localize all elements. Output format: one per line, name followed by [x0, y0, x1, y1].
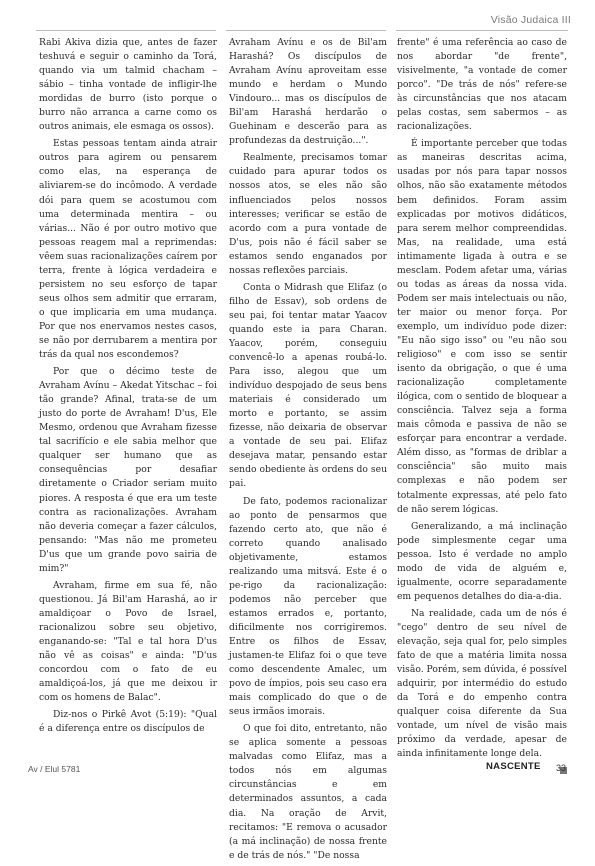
paragraph: Estas pessoas tentam ainda atrair outros para agirem ou pensarem como elas, na esperança de aliviarem-se do incômodo. A verdade dói para quem se acostumou com uma determinada mentira – ou várias... Não é por outro motivo que pessoas reagem mal a reprimendas: vêem suas racionalizações caírem por terra, frente à lógica verdadeira e persistem no seu esforço de tapar seus olhos sem admitir que erraram, o que implicaria em uma mudança. Por que nos enervamos nestes casos, se não por derrubarem a mentira por trás da qual nos escondemos?: [39, 138, 217, 361]
paragraph: É importante perceber que todas as maneiras descritas acima, usadas por nós para tapar nossos olhos, não são exatamente métodos bem definidos. Foram assim explicadas por motivos didáticos, para serem melhor compreendidas. Mas, na realidade, uma está intimamente ligada à outra e se mesclam. Podem afetar uma, várias ou todas as áreas da nossa vida. Podem ser mais intelectuais ou não, ter maior ou menor força. Por exemplo, um indivíduo pode dizer: "Eu não sigo isso" ou "eu não sou religioso" e com isso se sentir isento da obrigação, o que é uma racionalização completamente ilógica, com o sentido de bloquear a consciência. Talvez seja a forma mais cômoda e passiva de não se esforçar para encontrar a verdade. Além disso, as "formas de driblar a consciência" são muito mais complexas e não podem ser totalmente expressas, até pelo fato de não serem lógicas.: [397, 138, 567, 515]
paragraph: Rabi Akiva dizia que, antes de fazer teshuvá e seguir o caminho da Torá, quando via um talmid chacham – sábio – tinha vontade de infligir-lhe mordidas de burro (isto porque o burro não arranca a carne como os outros animais, ele esmaga os ossos).: [39, 37, 217, 133]
paragraph: frente" é uma referência ao caso de nos abordar "de frente", visivelmente, "a vontade de comer porco". "De trás de nós" refere-se às circunstâncias que nos atacam pelas costas, sem sabermos – as racionalizações.: [397, 37, 567, 133]
text-column-2: [229, 36, 387, 866]
paragraph: De fato, podemos racionalizar ao ponto de pensarmos que fazendo certo ato, que não é correto quando analisado objetivamente, estamos realizando uma mitsvá. Este é o pe-rigo da racionalização: podemos não perceber que estamos errados e, portanto, dificilmente nos corrigiremos. Entre os filhos de Essav, justamen-te Elifaz foi o que teve como descendente Amalec, um povo de ímpios, pois seu caso era mais complicado do que o de seus irmãos imorais.: [229, 495, 387, 718]
header-rule: [396, 30, 568, 31]
text-column-3: [397, 36, 567, 774]
header-rule: [226, 30, 386, 31]
paragraph: Diz-nos o Pirkê Avot (5:19): "Qual é a diferença entre os discípulos de: [39, 709, 217, 735]
paragraph: O que foi dito, entretanto, não se aplica somente a pessoas malvadas como Elifaz, mas a todos nós em algumas circunstâncias e em determinados assuntos, a cada dia. Na oração de Arvit, recitamos: "E remova o acusador (a má inclinação) de nossa frente e de trás de nós." "De nossa: [229, 723, 387, 861]
text-column-1: [39, 36, 217, 739]
magazine-logo: NASCENTE: [486, 761, 541, 772]
paragraph: Por que o décimo teste de Avraham Avínu – Akedat Yitschac – foi tão grande? Afinal, trata-se de um justo do porte de Avraham! D'us, Ele Mesmo, ordenou que Avraham fizesse tal sacrifício e ele sabia melhor que qualquer ser humano que as consequências por desafiar diretamente o Criador seriam muito piores. A resposta é que era um teste contra as racionalizações. Avraham não deveria começar a fazer cálculos, pensando: "Mas não me prometeu D'us que um grande povo sairia de mim?": [39, 366, 217, 574]
paragraph: Realmente, precisamos tomar cuidado para apurar todos os nossos atos, se eles não são influenciados pelos nossos interesses; verificar se estão de acordo com a pura vontade de D'us, pois não é fácil saber se estamos sendo enganados por nossas reflexões parciais.: [229, 152, 387, 276]
paragraph: Avraham Avínu e os de Bil'am Harashá? Os discípulos de Avraham Avínu aproveitam esse mundo e herdam o Mundo Vindouro... mas os discípulos de Bil'am Harashá herdarão o Guehinam e descerão para as profundezas da destruição...".: [229, 37, 387, 147]
page-number: 33: [556, 763, 567, 773]
paragraph: Conta o Midrash que Elifaz (o filho de Essav), sob ordens de seu pai, foi tentar matar Yaacov quando este ia para Charan. Yaacov, porém, conseguiu convencê-lo a apenas roubá-lo. Para isso, alegou que um indivíduo despojado de seus bens materiais é considerado um morto e portanto, se assim fizesse, não deixaria de observar a vontade de seu pai. Elifaz desejava matar, pensando estar sendo obediente às ordens do seu pai.: [229, 281, 387, 490]
paragraph: Generalizando, a má inclinação pode simplesmente cegar uma pessoa. Isto é verdade no amplo modo de vida de alguém e, igualmente, ocorre separadamente em pequenos detalhes do dia-a-dia.: [397, 520, 567, 602]
header-rule: [36, 30, 216, 31]
paragraph: Avraham, firme em sua fé, não questionou. Já Bil'am Harashá, ao ir amaldiçoar o Povo de Israel, racionalizou sobre seu objetivo, enganando-se: "Tal e tal hora D'us não vê as coisas" e ainda: "D'us concordou com o fato de eu amaldiçoá-los, já que me deixou ir com os homens de Balac".: [39, 579, 217, 704]
magazine-header: Visão Judaica III: [490, 14, 571, 26]
paragraph: Na realidade, cada um de nós é "cego" dentro de seu nível de elevação, seja qual for, pelo simples fato de que a matéria limita nossa visão. Porém, sem dúvida, é possível adquirir, por intermédio do estudo da Torá e do empenho contra qualquer coisa diferente da Sua vontade, um nível de visão mais próximo da verdade, apesar de ainda infinitamente longe dela.: [397, 607, 567, 760]
issue-date: Av / Elul 5781: [28, 764, 81, 774]
